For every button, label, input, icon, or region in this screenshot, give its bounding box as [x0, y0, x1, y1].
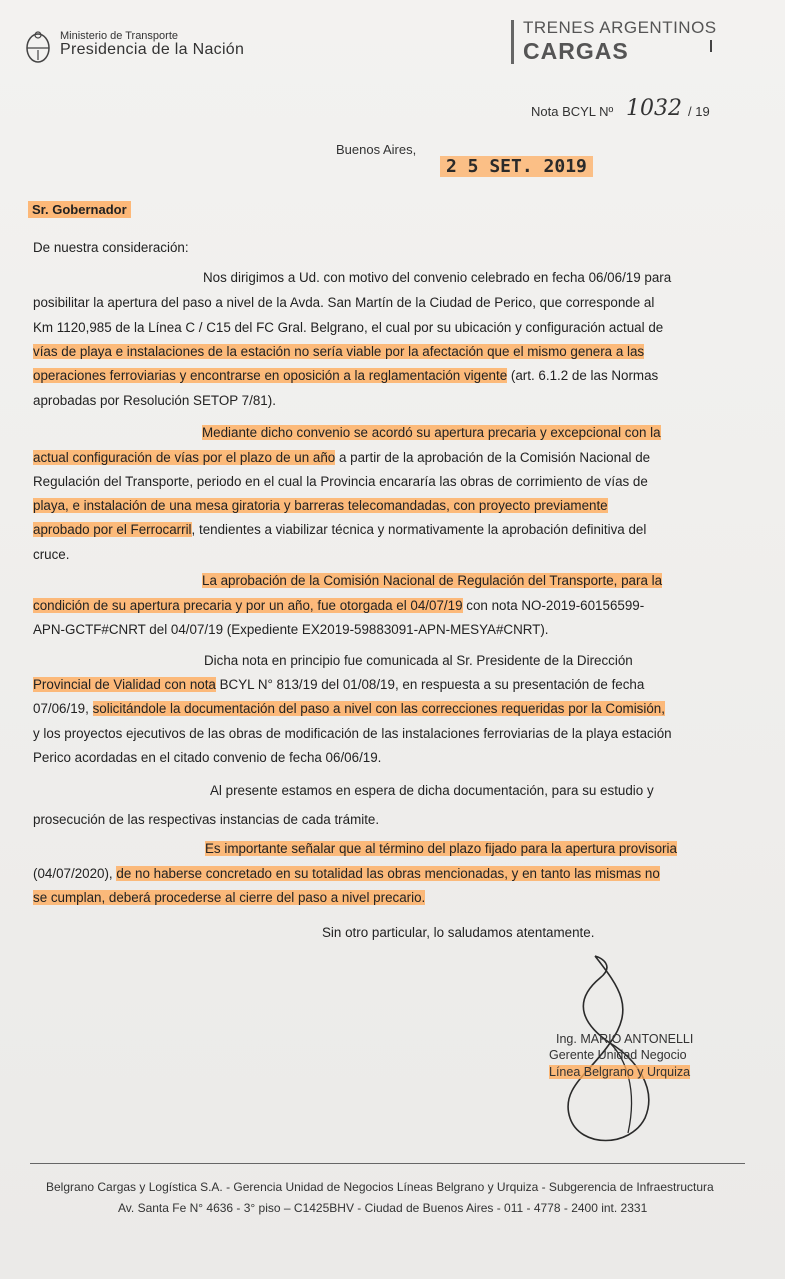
body-text: Km 1120,985 de la Línea C / C15 del FC Gral. Belgrano, el cual por su ubicación y configuración actual de — [33, 320, 664, 335]
body-text: Perico acordadas en el citado convenio de fecha 06/06/19. — [33, 750, 382, 765]
body-line — [210, 783, 654, 799]
body-line — [33, 393, 276, 409]
body-line — [33, 701, 665, 717]
highlighted-text: operaciones ferroviarias y encontrarse en oposición a la reglamentación vigente — [33, 368, 508, 383]
body-line — [33, 498, 608, 514]
highlighted-text: Mediante dicho convenio se acordó su apertura precaria y excepcional con la — [202, 425, 661, 440]
body-line — [204, 653, 633, 669]
nota-label: Nota BCYL Nº — [531, 104, 614, 119]
highlighted-text: Línea Belgrano y Urquiza — [549, 1065, 691, 1079]
body-line — [33, 750, 381, 766]
highlighted-text: vías de playa e instalaciones de la estación no sería viable por la afectación que el mismo genera a las — [33, 344, 645, 359]
body-text: Regulación del Transporte, periodo en el cual la Provincia encararía las obras de corrimiento de vías de — [33, 474, 648, 489]
body-line — [33, 812, 379, 828]
brand-divider — [511, 20, 514, 64]
body-line — [203, 270, 671, 286]
body-line — [33, 866, 660, 882]
body-text: (art. 6.1.2 de las Normas — [507, 368, 659, 383]
highlighted-text: condición de su apertura precaria y por un año, fue otorgada el 04/07/19 — [33, 598, 463, 613]
body-line — [33, 677, 644, 693]
pen-mark — [710, 40, 712, 52]
body-text: BCYL N° 813/19 del 01/08/19, en respuesta a su presentación de fecha — [215, 677, 645, 692]
signature-title: Gerente Unidad Negocio — [549, 1048, 687, 1062]
signature-name: Ing. MARIO ANTONELLI — [556, 1032, 694, 1046]
highlighted-text: Provincial de Vialidad con nota — [33, 677, 216, 692]
body-line — [33, 368, 658, 384]
body-line — [33, 890, 425, 906]
highlighted-text: solicitándole la documentación del paso a nivel con las correcciones requeridas por la Comisión, — [92, 701, 665, 716]
footer-company: Belgrano Cargas y Logística S.A. - Gerencia Unidad de Negocios Líneas Belgrano y Urquiza - Subgerencia de Infraestructura — [46, 1180, 714, 1194]
body-line — [205, 841, 677, 857]
body-line — [33, 598, 644, 614]
closing-line: Sin otro particular, lo saludamos atentamente. — [322, 925, 595, 940]
salutation: De nuestra consideración: — [33, 240, 189, 255]
body-text: posibilitar la apertura del paso a nivel de la Avda. San Martín de la Ciudad de Perico, que corresponde al — [33, 295, 655, 310]
city-line: Buenos Aires, — [336, 142, 417, 157]
body-line — [33, 474, 648, 490]
presidency-name: Presidencia de la Nación — [60, 41, 245, 58]
body-line — [33, 295, 654, 311]
national-crest-icon — [24, 30, 52, 64]
body-text: cruce. — [33, 547, 70, 562]
nota-number: 1032 — [626, 96, 682, 121]
body-line — [33, 547, 69, 563]
body-text: Al presente estamos en espera de dicha documentación, para su estudio y — [210, 783, 654, 798]
highlighted-text: La aprobación de la Comisión Nacional de Regulación del Transporte, para la — [202, 573, 663, 588]
highlighted-text: playa, e instalación de una mesa giratoria y barreras telecomandadas, con proyecto previamente — [33, 498, 608, 513]
brand-name-bottom: CARGAS — [523, 38, 629, 64]
body-line — [202, 425, 661, 441]
body-text: con nota NO-2019-60156599- — [462, 598, 645, 613]
date-stamp: 2 5 SET. 2019 — [440, 156, 593, 177]
footer-divider — [30, 1163, 745, 1164]
highlighted-text: se cumplan, deberá procederse al cierre del paso a nivel precario. — [33, 890, 426, 905]
body-text: 07/06/19, — [33, 701, 93, 716]
body-text: Dicha nota en principio fue comunicada al Sr. Presidente de la Dirección — [204, 653, 633, 668]
body-text: , tendientes a viabilizar técnica y normativamente la aprobación definitiva del — [191, 522, 647, 537]
brand-name-top: TRENES ARGENTINOS — [523, 18, 717, 37]
body-text: Nos dirigimos a Ud. con motivo del convenio celebrado en fecha 06/06/19 para — [203, 270, 672, 285]
addressee: Sr. Gobernador — [28, 201, 131, 218]
highlighted-text: de no haberse concretado en su totalidad las obras mencionadas, y en tanto las mismas no — [116, 866, 660, 881]
body-line — [33, 726, 672, 742]
body-line — [33, 344, 644, 360]
nota-year: / 19 — [688, 104, 710, 119]
footer-address: Av. Santa Fe N° 4636 - 3° piso – C1425BHV - Ciudad de Buenos Aires - 011 - 4778 - 2400 int. 2331 — [118, 1201, 648, 1215]
body-line — [33, 450, 650, 466]
body-text: APN-GCTF#CNRT del 04/07/19 (Expediente EX2019-59883091-APN-MESYA#CNRT). — [33, 622, 549, 637]
ministry-name: Ministerio de Transporte — [60, 30, 178, 42]
body-line — [33, 622, 549, 638]
body-text: a partir de la aprobación de la Comisión Nacional de — [335, 450, 651, 465]
body-line — [202, 573, 662, 589]
highlighted-text: Es importante señalar que al término del plazo fijado para la apertura provisoria — [205, 841, 677, 856]
highlighted-text: aprobado por el Ferrocarril — [33, 522, 192, 537]
body-line — [33, 522, 646, 538]
body-line — [33, 320, 663, 336]
body-text: (04/07/2020), — [33, 866, 117, 881]
highlighted-text: actual configuración de vías por el plazo de un año — [33, 450, 336, 465]
signature-line — [546, 1065, 693, 1080]
body-text: prosecución de las respectivas instancias de cada trámite. — [33, 812, 380, 827]
body-text: y los proyectos ejecutivos de las obras de modificación de las instalaciones ferroviarias de la playa estación — [33, 726, 672, 741]
body-text: aprobadas por Resolución SETOP 7/81). — [33, 393, 276, 408]
